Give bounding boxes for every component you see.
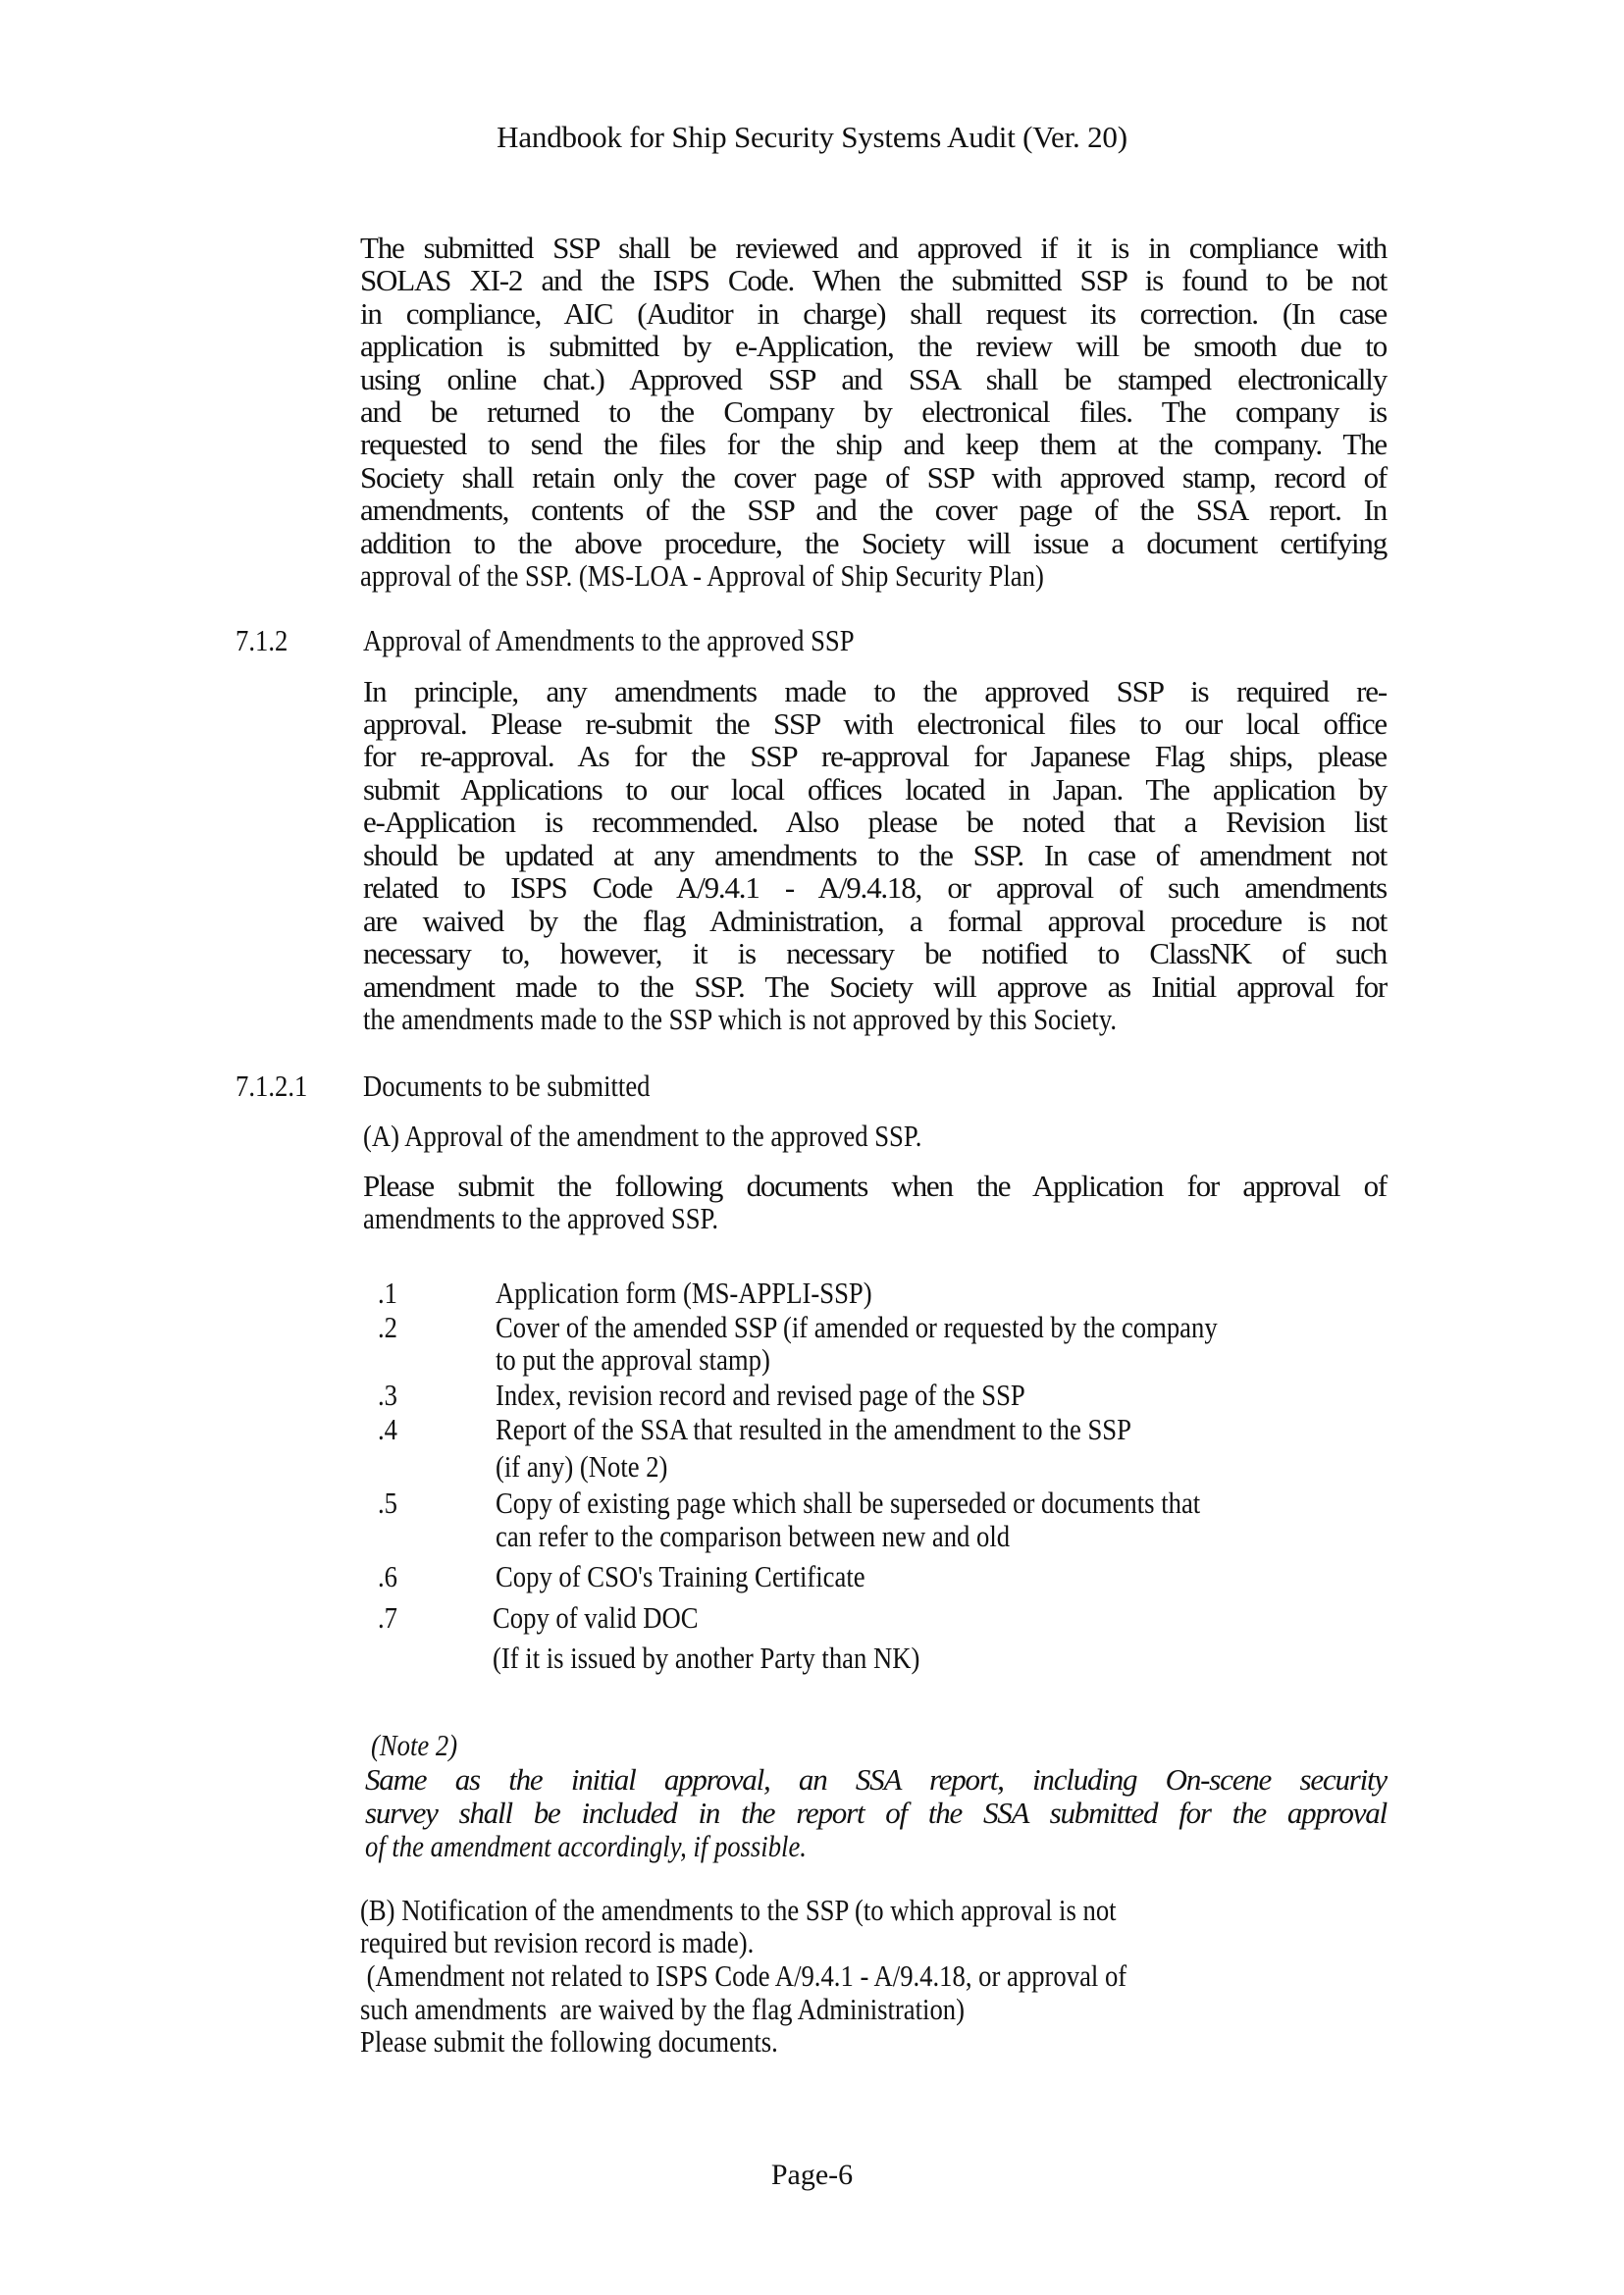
item-text: Index, revision record and revised page of the SSP: [496, 1378, 1025, 1412]
paragraph-line: approval of the SSP. (MS-LOA - Approval of Ship Security Plan): [360, 558, 1044, 593]
paragraph-line: in compliance, AIC (Auditor in charge) shall request its correction. (In case: [360, 296, 1387, 331]
item-number: .1: [378, 1276, 397, 1310]
paragraph-line: amendments, contents of the SSP and the cover page of the SSA report. In: [360, 493, 1387, 527]
paragraph-line: (Amendment not related to ISPS Code A/9.4.1 - A/9.4.18, or approval of: [360, 1958, 1127, 1993]
section-title: Approval of Amendments to the approved SSP: [363, 623, 855, 657]
item-text: Copy of CSO's Training Certificate: [496, 1559, 865, 1593]
note-line: survey shall be included in the report of the SSA submitted for the approval: [365, 1796, 1387, 1830]
paragraph-line: amendment made to the SSP. The Society will approve as Initial approval for: [363, 969, 1387, 1004]
item-number: .6: [378, 1559, 397, 1593]
paragraph-line: amendments to the approved SSP.: [363, 1201, 719, 1235]
item-number: .7: [378, 1600, 397, 1635]
page-number: Page-6: [770, 2159, 854, 2191]
running-header: Handbook for Ship Security Systems Audit (Ver. 20): [497, 120, 1127, 154]
paragraph-line: Please submit the following documents when the Application for approval of: [363, 1169, 1387, 1203]
paragraph-line: should be updated at any amendments to the SSP. In case of amendment not: [363, 838, 1387, 872]
paragraph-line: necessary to, however, it is necessary be notified to ClassNK of such: [363, 936, 1387, 970]
paragraph-line: using online chat.) Approved SSP and SSA shall be stamped electronically: [360, 362, 1387, 396]
item-text: to put the approval stamp): [496, 1342, 770, 1377]
paragraph-line: Society shall retain only the cover page of SSP with approved stamp, record of: [360, 460, 1387, 495]
item-number: .5: [378, 1486, 397, 1520]
section-number: 7.1.2: [236, 623, 288, 657]
note-label: (Note 2): [371, 1728, 458, 1762]
item-number: .4: [378, 1412, 397, 1446]
paragraph-line: application is submitted by e-Application, the review will be smooth due to: [360, 329, 1387, 363]
paragraph-line: Please submit the following documents.: [360, 2024, 778, 2059]
subsection-a-heading: (A) Approval of the amendment to the approved SSP.: [363, 1119, 922, 1153]
paragraph-line: approval. Please re-submit the SSP with electronical files to our local office: [363, 706, 1387, 741]
section-number: 7.1.2.1: [236, 1069, 308, 1103]
paragraph-line: (B) Notification of the amendments to the SSP (to which approval is not: [360, 1893, 1117, 1927]
section-title: Documents to be submitted: [363, 1069, 651, 1103]
item-number: .2: [378, 1310, 397, 1344]
paragraph-line: SOLAS XI-2 and the ISPS Code. When the submitted SSP is found to be not: [360, 263, 1387, 297]
note-line: Same as the initial approval, an SSA report, including On-scene security: [365, 1762, 1387, 1797]
paragraph-line: the amendments made to the SSP which is not approved by this Society.: [363, 1002, 1118, 1036]
note-line: of the amendment accordingly, if possible.: [365, 1829, 807, 1863]
item-text: can refer to the comparison between new and old: [496, 1519, 1011, 1553]
item-text: Copy of valid DOC: [493, 1600, 699, 1635]
item-text: Cover of the amended SSP (if amended or requested by the company: [496, 1310, 1218, 1344]
paragraph-line: requested to send the files for the ship and keep them at the company. The: [360, 427, 1387, 461]
item-text: Application form (MS-APPLI-SSP): [496, 1276, 872, 1310]
paragraph-line: such amendments are waived by the flag Administration): [360, 1992, 965, 2026]
paragraph-line: related to ISPS Code A/9.4.1 - A/9.4.18, or approval of such amendments: [363, 870, 1387, 905]
paragraph-line: e-Application is recommended. Also please be noted that a Revision list: [363, 805, 1387, 839]
paragraph-line: The submitted SSP shall be reviewed and approved if it is in compliance with: [360, 231, 1387, 265]
item-number: .3: [378, 1378, 397, 1412]
item-text: Report of the SSA that resulted in the amendment to the SSP: [496, 1412, 1131, 1446]
paragraph-line: are waived by the flag Administration, a formal approval procedure is not: [363, 904, 1387, 938]
item-text: (if any) (Note 2): [496, 1449, 668, 1484]
paragraph-line: In principle, any amendments made to the approved SSP is required re-: [363, 674, 1387, 708]
item-text: (If it is issued by another Party than NK): [493, 1641, 920, 1675]
item-text: Copy of existing page which shall be superseded or documents that: [496, 1486, 1201, 1520]
paragraph-line: required but revision record is made).: [360, 1925, 755, 1959]
paragraph-line: submit Applications to our local offices located in Japan. The application by: [363, 772, 1387, 807]
paragraph-line: addition to the above procedure, the Society will issue a document certifying: [360, 526, 1387, 560]
paragraph-line: and be returned to the Company by electronical files. The company is: [360, 394, 1387, 429]
paragraph-line: for re-approval. As for the SSP re-approval for Japanese Flag ships, please: [363, 739, 1387, 773]
